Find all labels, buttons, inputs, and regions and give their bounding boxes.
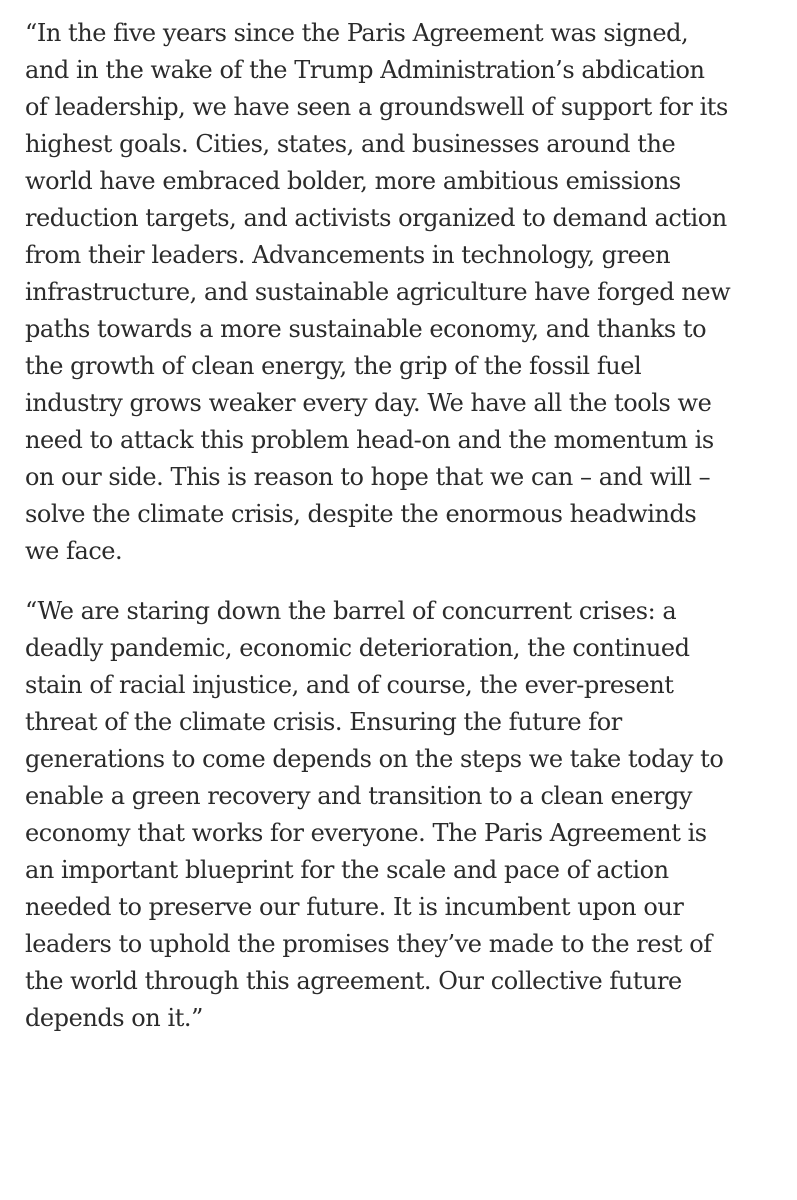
quote-paragraph-1 <box>25 15 781 570</box>
text-line: industry grows weaker every day. We have all the tools we <box>25 389 712 417</box>
text-line: enable a green recovery and transition to a clean energy <box>25 782 693 810</box>
text-line: the world through this agreement. Our collective future <box>25 967 682 995</box>
text-line: generations to come depends on the steps we take today to <box>25 745 724 773</box>
text-line: highest goals. Cities, states, and businesses around the <box>25 130 676 158</box>
text-line: leaders to uphold the promises they’ve made to the rest of <box>25 930 712 958</box>
text-line: “We are staring down the barrel of concurrent crises: a <box>25 597 677 625</box>
text-line: stain of racial injustice, and of course, the ever-present <box>25 671 674 699</box>
text-line: paths towards a more sustainable economy, and thanks to <box>25 315 707 343</box>
text-line: depends on it.” <box>25 1004 203 1032</box>
text-line: world have embraced bolder, more ambitious emissions <box>25 167 681 195</box>
text-line: threat of the climate crisis. Ensuring the future for <box>25 708 622 736</box>
text-line: an important blueprint for the scale and pace of action <box>25 856 669 884</box>
text-line: deadly pandemic, economic deterioration, the continued <box>25 634 690 662</box>
text-line: needed to preserve our future. It is incumbent upon our <box>25 893 684 921</box>
text-line: reduction targets, and activists organized to demand action <box>25 204 727 232</box>
text-line: the growth of clean energy, the grip of the fossil fuel <box>25 352 642 380</box>
text-line: infrastructure, and sustainable agriculture have forged new <box>25 278 731 306</box>
quote-paragraph-2 <box>25 593 781 1037</box>
text-line: from their leaders. Advancements in technology, green <box>25 241 671 269</box>
text-line: solve the climate crisis, despite the enormous headwinds <box>25 500 697 528</box>
text-line: we face. <box>25 537 123 565</box>
text-line: of leadership, we have seen a groundswell of support for its <box>25 93 728 121</box>
text-line: need to attack this problem head-on and the momentum is <box>25 426 714 454</box>
text-line: “In the five years since the Paris Agreement was signed, <box>25 19 689 47</box>
text-line: economy that works for everyone. The Paris Agreement is <box>25 819 707 847</box>
text-line: and in the wake of the Trump Administration’s abdication <box>25 56 705 84</box>
text-line: on our side. This is reason to hope that we can – and will – <box>25 463 711 491</box>
